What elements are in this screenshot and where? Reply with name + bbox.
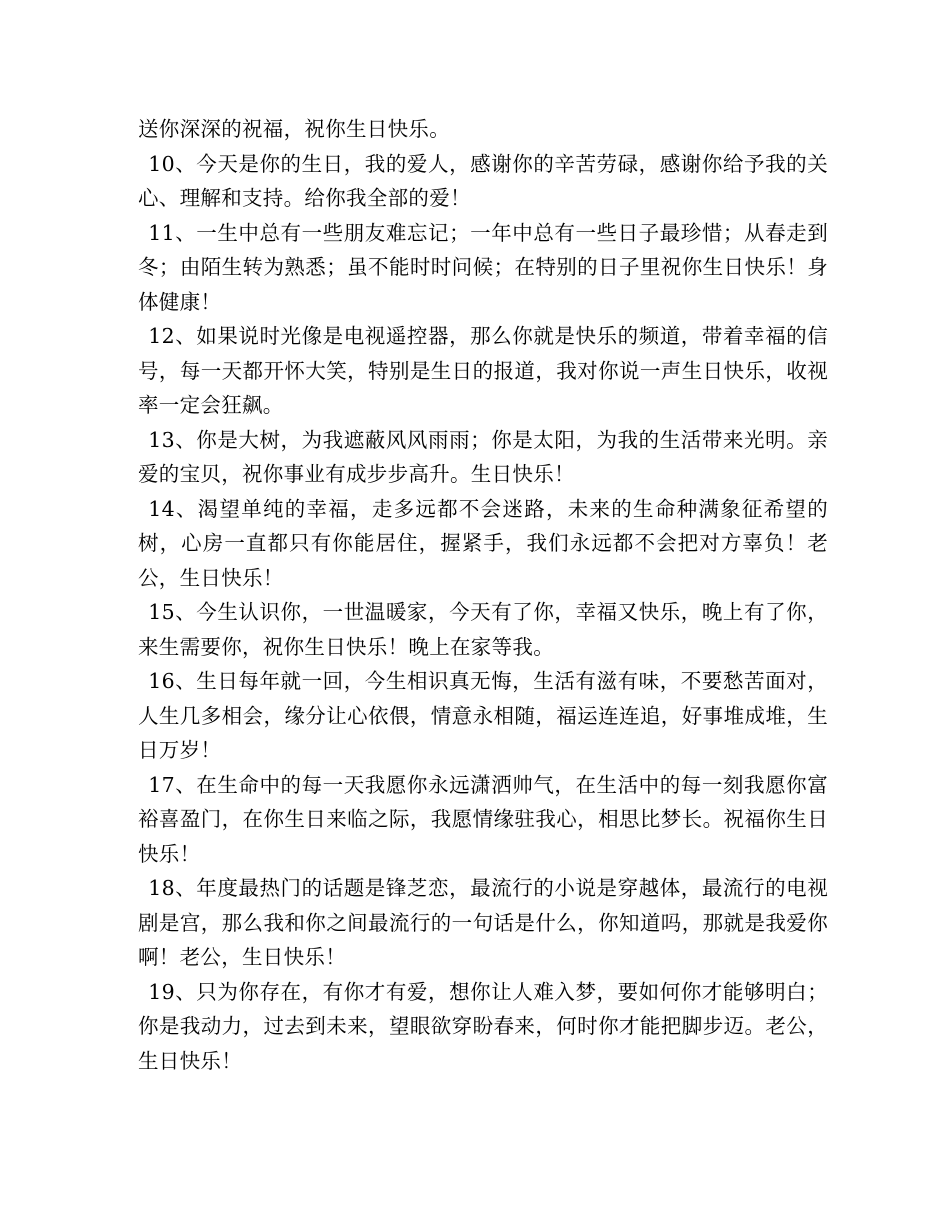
paragraph-item-13: 13、你是大树，为我遮蔽风风雨雨；你是太阳，为我的生活带来光明。亲爱的宝贝，祝你事业有成步步高升。生日快乐！ bbox=[138, 427, 828, 486]
paragraph-item-11: 11、一生中总有一些朋友难忘记；一年中总有一些日子最珍惜；从春走到冬；由陌生转为熟悉；虽不能时时问候；在特别的日子里祝你生日快乐！身体健康！ bbox=[138, 220, 828, 314]
paragraph-item-15: 15、今生认识你，一世温暖家，今天有了你，幸福又快乐，晚上有了你，来生需要你，祝你生日快乐！晚上在家等我。 bbox=[138, 600, 828, 659]
paragraph-item-12: 12、如果说时光像是电视遥控器，那么你就是快乐的频道，带着幸福的信号，每一天都开怀大笑，特别是生日的报道，我对你说一声生日快乐，收视率一定会狂飙。 bbox=[138, 324, 828, 417]
paragraph-item-17: 17、在生命中的每一天我愿你永远潇洒帅气，在生活中的每一刻我愿你富裕喜盈门，在你生日来临之际，我愿情缘驻我心，相思比梦长。祝福你生日快乐！ bbox=[138, 772, 828, 866]
paragraph-item-16: 16、生日每年就一回，今生相识真无悔，生活有滋有味，不要愁苦面对，人生几多相会，缘分让心依偎，情意永相随，福运连连追，好事堆成堆，生日万岁！ bbox=[138, 669, 828, 762]
document-body bbox=[138, 112, 828, 1078]
paragraph-item-10: 10、今天是你的生日，我的爱人，感谢你的辛苦劳碌，感谢你给予我的关心、理解和支持。给你我全部的爱！ bbox=[138, 151, 828, 210]
paragraph-item-19: 19、只为你存在，有你才有爱，想你让人难入梦，要如何你才能够明白；你是我动力，过去到未来，望眼欲穿盼春来，何时你才能把脚步迈。老公，生日快乐！ bbox=[138, 979, 828, 1073]
paragraph-item-18: 18、年度最热门的话题是锋芝恋，最流行的小说是穿越体，最流行的电视剧是宫，那么我和你之间最流行的一句话是什么，你知道吗，那就是我爱你啊！老公，生日快乐！ bbox=[138, 876, 828, 969]
paragraph-item-14: 14、渴望单纯的幸福，走多远都不会迷路，未来的生命种满象征希望的树，心房一直都只有你能居住，握紧手，我们永远都不会把对方辜负！老公，生日快乐！ bbox=[138, 496, 828, 590]
paragraph-continuation: 送你深深的祝福，祝你生日快乐。 bbox=[138, 117, 450, 141]
